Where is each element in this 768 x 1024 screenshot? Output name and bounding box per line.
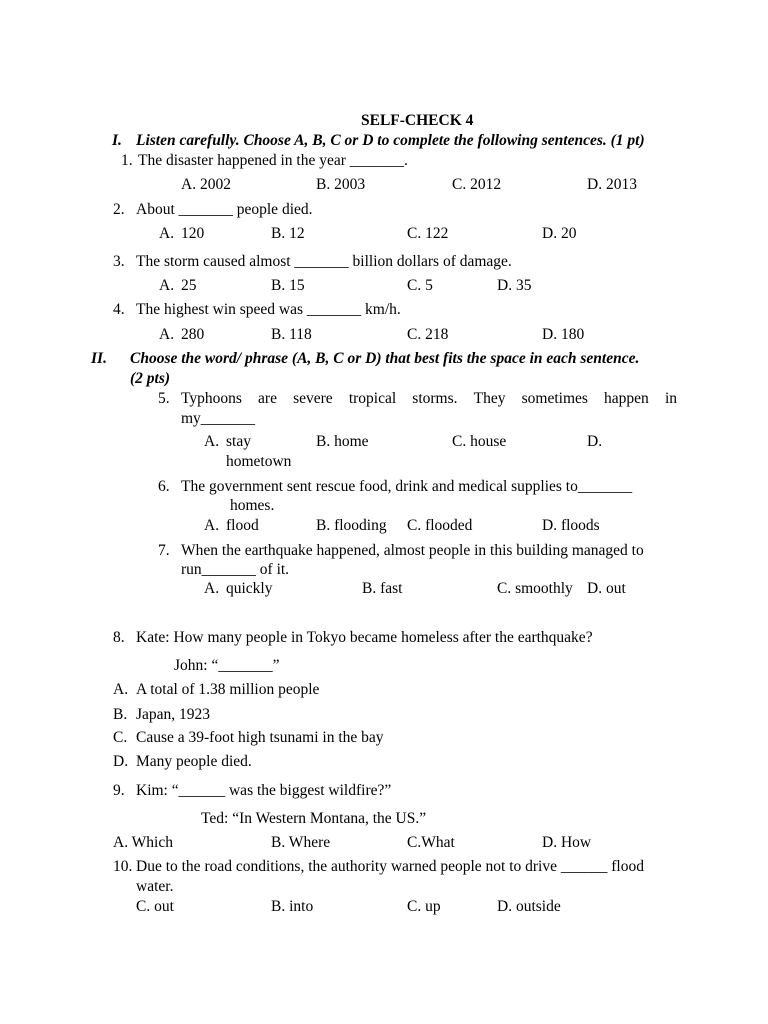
option-letter[interactable]: D. [587,433,603,450]
word: tropical [348,390,397,407]
question-text: Kate: How many people in Tokyo became homeless after the earthquake? [136,629,593,646]
option[interactable]: B. 118 [271,326,312,343]
word: are [258,390,277,407]
option-letter: C. [113,729,128,746]
option[interactable]: C.What [407,834,455,851]
option[interactable]: D. 180 [542,326,585,343]
word: Typhoons [181,390,242,407]
question-text: The government sent rescue food, drink and medical supplies to_______ [181,478,633,495]
option-letter: D. [113,753,129,770]
question-number: 1. [121,152,133,169]
option[interactable]: A. Which [113,834,173,851]
option[interactable]: quickly [226,580,273,597]
section-1-instruction: Listen carefully. Choose A, B, C or D to complete the following sentences. (1 pt) [136,132,645,149]
question-number: 5. [158,390,170,407]
section-2-instruction: Choose the word/ phrase (A, B, C or D) that best fits the space in each sentence. [130,350,640,367]
option[interactable]: B. 2003 [316,176,366,193]
question-number: 4. [113,301,125,318]
option[interactable]: C. 2012 [452,176,502,193]
question-text-continued: homes. [230,497,275,514]
option[interactable]: B. home [316,433,369,450]
word: happen [604,390,649,407]
option-letter: A. [113,681,129,698]
word: severe [293,390,333,407]
option[interactable]: stay [226,433,251,450]
option[interactable]: A total of 1.38 million people [136,681,320,698]
question-number: 7. [158,542,170,559]
section-2-numeral: II. [91,350,107,367]
section-1-numeral: I. [112,132,122,149]
option[interactable]: D. How [542,834,592,851]
word: storms. [412,390,458,407]
word: in [664,390,677,407]
option[interactable]: B. 15 [271,277,305,294]
question-text: About _______ people died. [136,201,313,218]
option[interactable]: C. flooded [407,517,473,534]
option[interactable]: C. 218 [407,326,449,343]
question-text-continued: run_______ of it. [181,561,290,578]
question-number: 3. [113,253,125,270]
option[interactable]: D. 20 [542,225,577,242]
option[interactable]: Cause a 39-foot high tsunami in the bay [136,729,384,746]
option[interactable]: C. house [452,433,507,450]
option-letter: A. [204,433,220,450]
question-text: Kim: “______ was the biggest wildfire?” [136,782,392,799]
question-text [181,389,677,408]
option[interactable]: B. flooding [316,517,387,534]
option[interactable]: C. 5 [407,277,433,294]
option[interactable]: B. fast [362,580,403,597]
option[interactable]: C. smoothly [497,580,573,597]
question-text-continued: water. [136,878,174,895]
option[interactable]: 25 [181,277,197,294]
question-number: 2. [113,201,125,218]
dialogue-response: Ted: “In Western Montana, the US.” [201,810,427,827]
option[interactable]: Japan, 1923 [136,706,211,723]
option[interactable]: 120 [181,225,205,242]
option[interactable]: D. floods [542,517,600,534]
option[interactable]: C. out [136,898,174,915]
dialogue-response: John: “_______” [174,657,280,674]
option[interactable]: B. Where [271,834,331,851]
option[interactable]: D. 35 [497,277,532,294]
section-2-instruction-points: (2 pts) [130,370,171,387]
option-letter: A. [159,277,175,294]
option[interactable]: B. into [271,898,314,915]
word: sometimes [521,390,588,407]
option[interactable]: A. 2002 [181,176,231,193]
question-text: The storm caused almost _______ billion dollars of damage. [136,253,512,270]
option[interactable]: flood [226,517,259,534]
question-number: 9. [113,782,125,799]
option[interactable]: 280 [181,326,205,343]
option[interactable]: C. up [407,898,441,915]
option[interactable]: D. 2013 [587,176,637,193]
word: They [473,390,506,407]
question-text: When the earthquake happened, almost people in this building managed to [181,542,644,559]
question-number: 10. [113,858,133,875]
question-text: The highest win speed was _______ km/h. [136,301,401,318]
option[interactable]: D. outside [497,898,561,915]
option-letter: B. [113,706,128,723]
option[interactable]: Many people died. [136,753,252,770]
page-title: SELF-CHECK 4 [361,112,474,129]
option-letter: A. [204,580,220,597]
option[interactable]: D. out [587,580,626,597]
question-text: Due to the road conditions, the authority warned people not to drive ______ flood [136,858,644,875]
option[interactable]: B. 12 [271,225,305,242]
question-text-continued: my_______ [181,410,256,427]
option[interactable]: C. 122 [407,225,449,242]
option[interactable]: hometown [226,453,292,470]
question-number: 8. [113,629,125,646]
option-letter: A. [204,517,220,534]
question-number: 6. [158,478,170,495]
option-letter: A. [159,326,175,343]
question-text: The disaster happened in the year _______. [138,152,408,169]
option-letter: A. [159,225,175,242]
